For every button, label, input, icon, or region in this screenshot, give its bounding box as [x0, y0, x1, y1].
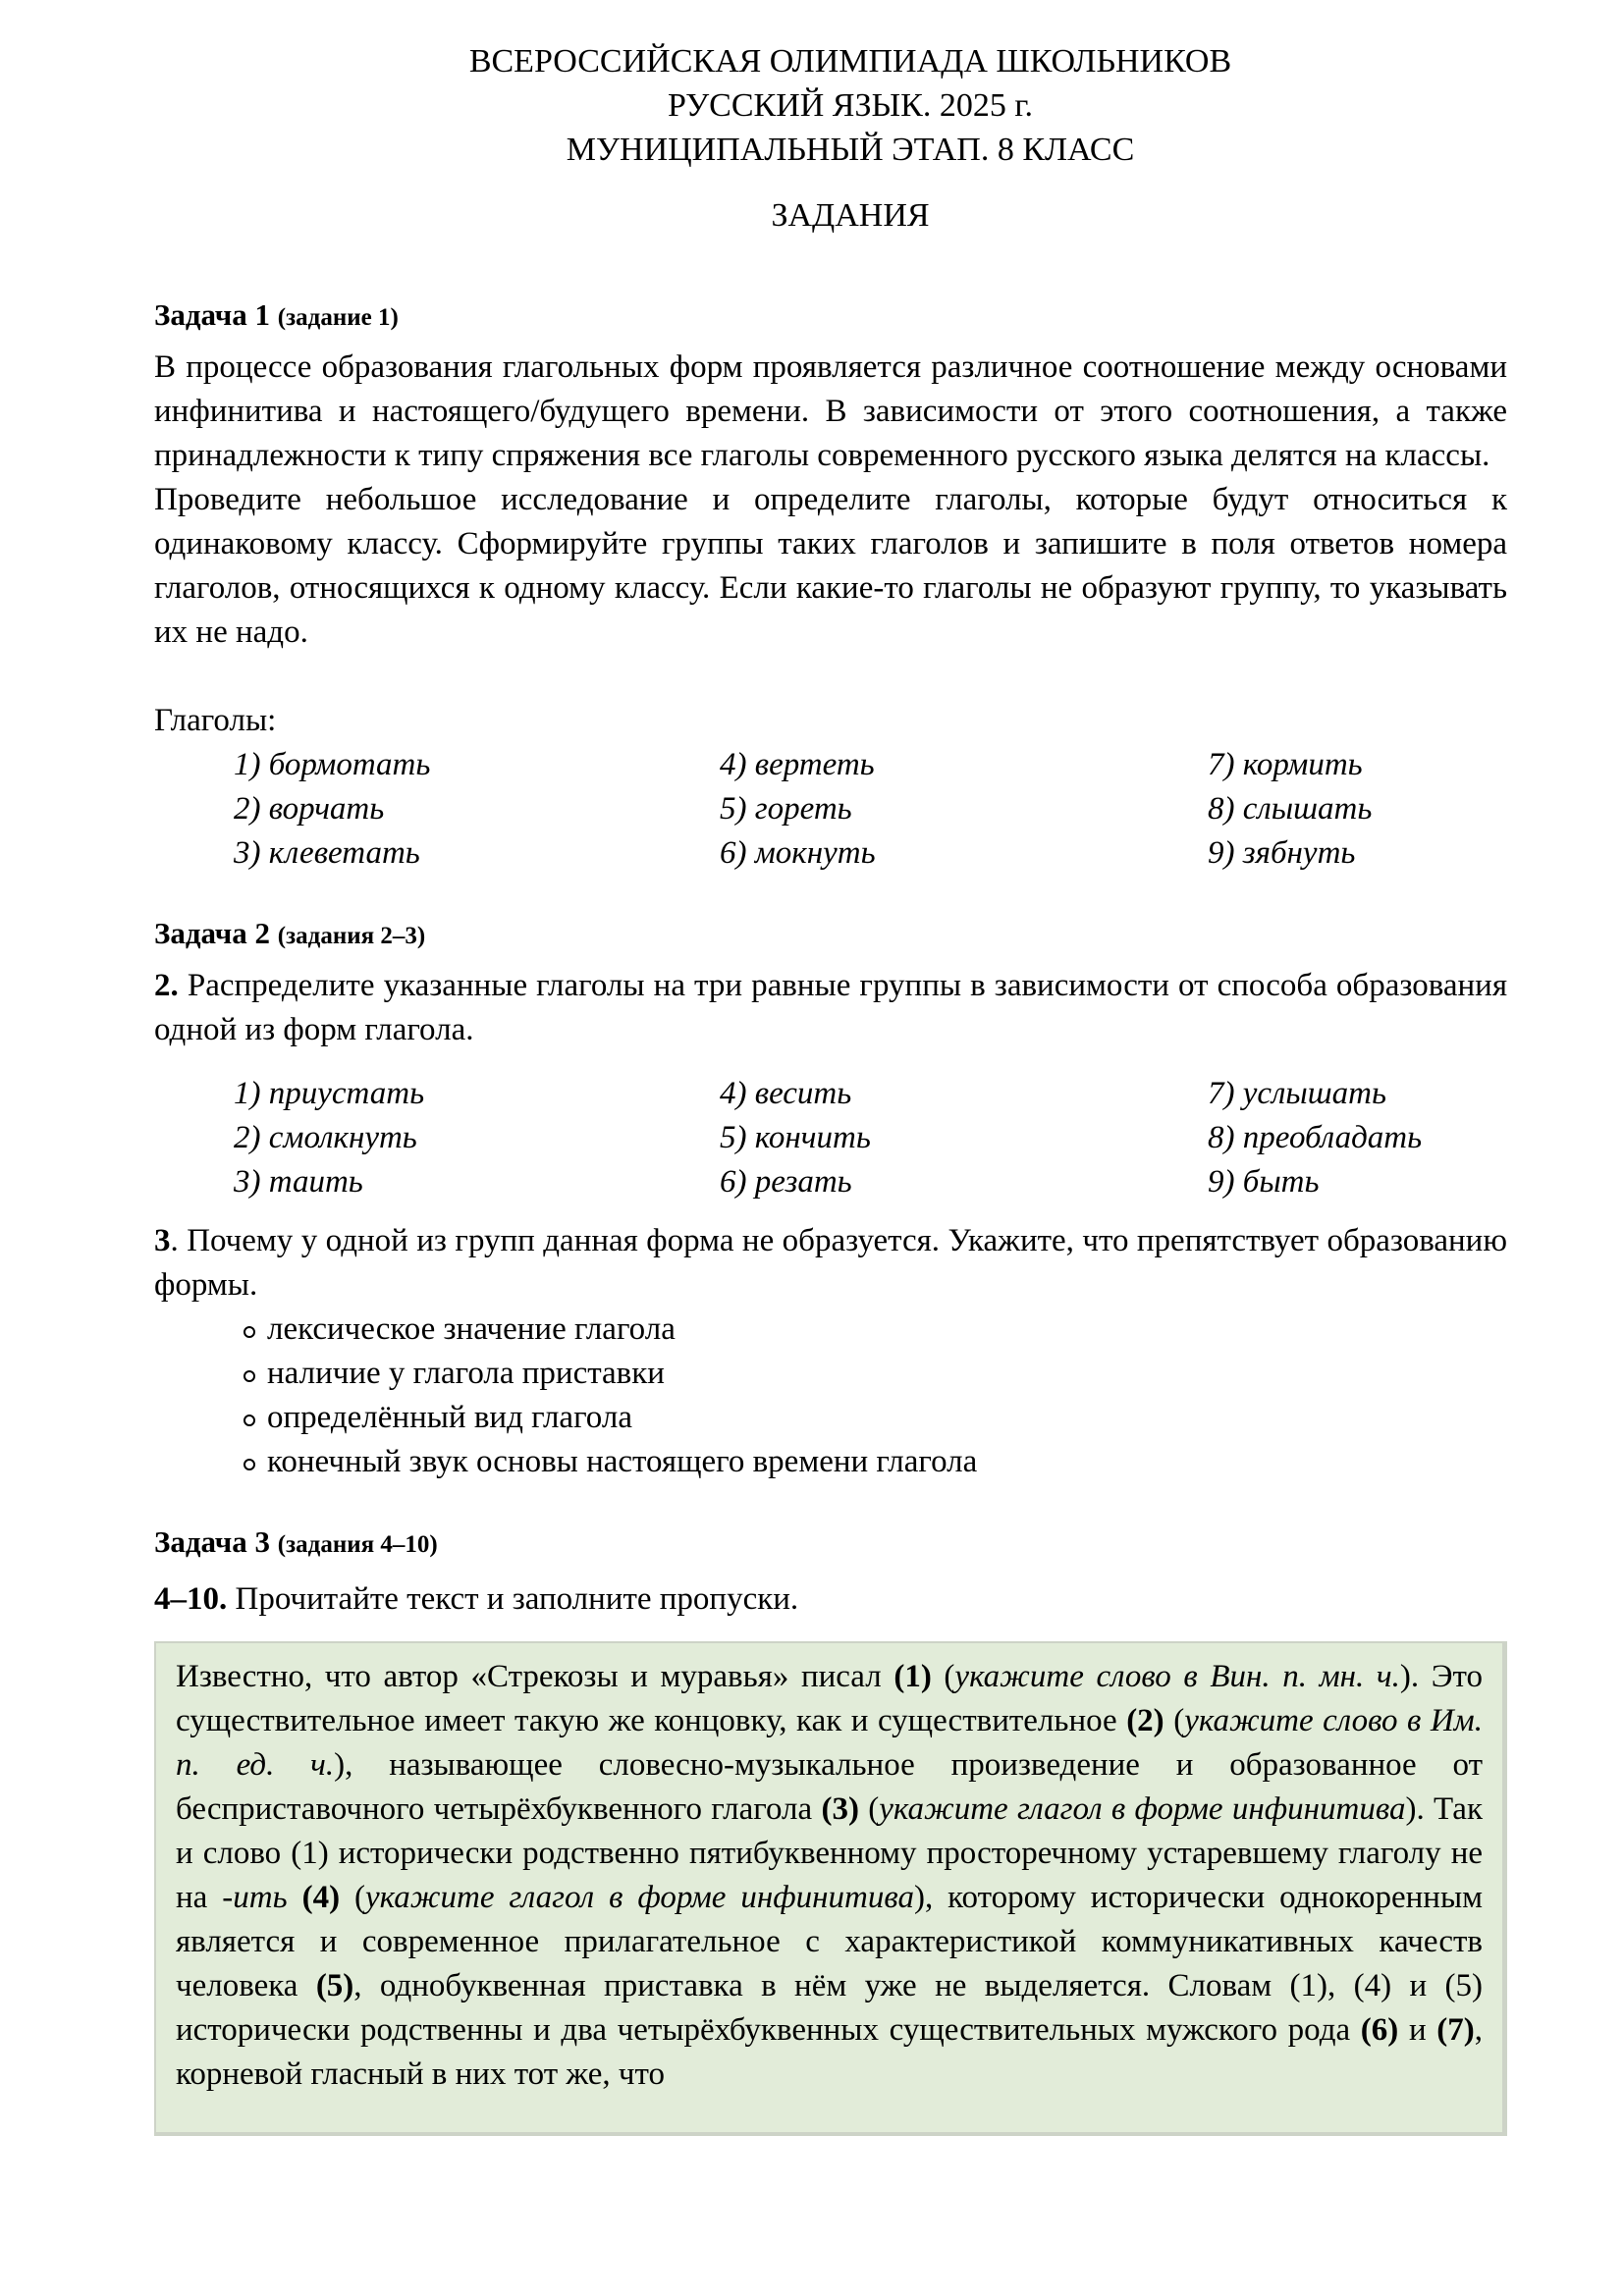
passage-run: ). Это существительное имеет такую же концовку, как и существительное [176, 1659, 1483, 1738]
task1-paragraph1: В процессе образования глагольных форм проявляется различное соотношение между основами инфинитива и настоящего/будущего времени. В зависимости от этого соотношения, а также принадлежности к типу спряжения все глаголы современного русского языка делятся на классы. [154, 349, 1507, 473]
verb-item: 6) мокнуть [720, 835, 876, 871]
question2-text: Распределите указанные глаголы на три равные группы в зависимости от способа образования одной из форм глагола. [154, 968, 1507, 1047]
intro-text: Прочитайте текст и заполните пропуски. [227, 1581, 799, 1617]
verb-item: 5) кончить [720, 1120, 871, 1155]
gap-marker: (1) [893, 1659, 932, 1694]
verb-item: 2) смолкнуть [234, 1120, 417, 1155]
task1-text [154, 346, 1507, 655]
gap-marker: (2) [1126, 1703, 1164, 1738]
intro-number: 4–10. [154, 1581, 228, 1617]
question2-number: 2. [154, 968, 179, 1003]
passage-run: ), называющее словесно-музыкальное произведение и образованное от бесприставочного четырёхбуквенного глагола [176, 1747, 1483, 1827]
passage-run: ). Так и слово (1) исторически родственно пятибуквенному просторечному устаревшему глаголу не на [176, 1791, 1483, 1915]
verb-row [234, 831, 1510, 876]
subject-year: РУССКИЙ ЯЗЫК. 2025 г. [668, 87, 1033, 124]
verb-item: 7) кормить [1208, 747, 1363, 782]
option-label: наличие у глагола приставки [267, 1356, 665, 1391]
gap-marker: (4) [301, 1880, 341, 1915]
verb-item: 2) ворчать [234, 791, 385, 827]
verb-row [234, 743, 1510, 787]
task2-heading [154, 911, 425, 958]
verb-item: 1) приустать [234, 1076, 425, 1111]
verb-item: 9) быть [1208, 1164, 1320, 1200]
task2-heading-sub: (задания 2–3) [277, 923, 426, 949]
option-label: конечный звук основы настоящего времени глагола [267, 1444, 978, 1479]
task2-question3 [154, 1219, 1507, 1308]
task1-paragraph2: Проведите небольшое исследование и определите глаголы, которые будут относиться к одинаковому классу. Сформируйте группы таких глаголов и запишите в поля ответов номера глаголов, относящихся к одному классу. Если какие-то глаголы не образуют группу, то указывать их не надо. [154, 482, 1507, 650]
passage-run: ), которому исторически однокоренным является и современное прилагательное с характеристикой коммуникативных качеств человека [176, 1880, 1484, 2003]
passage-run: ( [858, 1791, 880, 1827]
verb-item: 7) услышать [1208, 1076, 1387, 1111]
passage-run: ( [931, 1659, 955, 1694]
task1-heading-title: Задача 1 [154, 297, 271, 332]
verb-row [234, 1072, 1510, 1116]
radio-circle-icon[interactable] [244, 1326, 255, 1338]
passage-run [288, 1880, 302, 1915]
passage-run: ( [1164, 1703, 1185, 1738]
stage-grade: МУНИЦИПАЛЬНЫЙ ЭТАП. 8 КЛАСС [566, 132, 1135, 168]
task3-intro [154, 1577, 798, 1622]
task3-heading-title: Задача 3 [154, 1524, 271, 1559]
option-radio[interactable] [244, 1396, 977, 1440]
verb-item: 9) зябнуть [1208, 835, 1356, 871]
instruction-hint: укажите слово в Вин. п. мн. ч. [954, 1659, 1400, 1694]
instruction-hint: укажите слово в Им. п. ед. ч. [176, 1703, 1483, 1783]
passage-run: ( [340, 1880, 366, 1915]
passage-text [176, 1655, 1483, 2097]
question3-options [244, 1308, 977, 1484]
option-label: определённый вид глагола [267, 1400, 632, 1435]
instruction-hint: -ить [222, 1880, 288, 1915]
question3-number: 3 [154, 1223, 171, 1258]
verb-item: 3) таить [234, 1164, 363, 1200]
gap-marker: (5) [315, 1968, 354, 2003]
instruction-hint: укажите глагол в форме инфинитива [879, 1791, 1406, 1827]
passage-run: , однобуквенная приставка в нём уже не выделяется. Словам (1), (4) и (5) исторически родственны и два четырёхбуквенных существительных мужского рода [176, 1968, 1483, 2048]
task1-verb-list [234, 743, 1510, 876]
verb-item: 3) клеветать [234, 835, 420, 871]
radio-circle-icon[interactable] [244, 1415, 255, 1426]
gap-marker: (3) [821, 1791, 859, 1827]
option-radio[interactable] [244, 1440, 977, 1484]
passage-run: и [1398, 2012, 1437, 2048]
gap-marker: (7) [1436, 2012, 1475, 2048]
instruction-hint: укажите глагол в форме инфинитива [365, 1880, 914, 1915]
document-header [154, 39, 1507, 172]
verb-item: 4) вертеть [720, 747, 875, 782]
option-label: лексическое значение глагола [267, 1311, 676, 1347]
tasks-label: ЗАДАНИЯ [771, 197, 930, 234]
verb-row [234, 1116, 1510, 1160]
verb-item: 5) гореть [720, 791, 852, 827]
task1-heading [154, 293, 399, 340]
question3-text: . Почему у одной из групп данная форма не образуется. Укажите, что препятствует образованию формы. [154, 1223, 1507, 1303]
task2-question2 [154, 964, 1507, 1052]
verb-item: 4) весить [720, 1076, 852, 1111]
task3-heading [154, 1520, 438, 1567]
option-radio[interactable] [244, 1352, 977, 1396]
passage-run: Известно, что автор «Стрекозы и муравья» писал [176, 1659, 894, 1694]
task1-heading-sub: (задание 1) [277, 304, 399, 331]
task2-verb-list [234, 1072, 1510, 1204]
option-radio[interactable] [244, 1308, 977, 1352]
olympiad-title: ВСЕРОССИЙСКАЯ ОЛИМПИАДА ШКОЛЬНИКОВ [468, 43, 1232, 80]
verb-row [234, 1160, 1510, 1204]
verb-row [234, 787, 1510, 831]
task3-heading-sub: (задания 4–10) [277, 1531, 438, 1558]
task1-verbs-label: Глаголы: [154, 703, 277, 738]
verb-item: 6) резать [720, 1164, 852, 1200]
verb-item: 8) преобладать [1208, 1120, 1423, 1155]
verb-item: 8) слышать [1208, 791, 1373, 827]
passage-run: , корневой гласный в них тот же, что [176, 2012, 1483, 2092]
passage-box [154, 1641, 1507, 2136]
radio-circle-icon[interactable] [244, 1370, 255, 1382]
radio-circle-icon[interactable] [244, 1459, 255, 1470]
verb-item: 1) бормотать [234, 747, 431, 782]
gap-marker: (6) [1360, 2012, 1399, 2048]
task2-heading-title: Задача 2 [154, 916, 271, 950]
